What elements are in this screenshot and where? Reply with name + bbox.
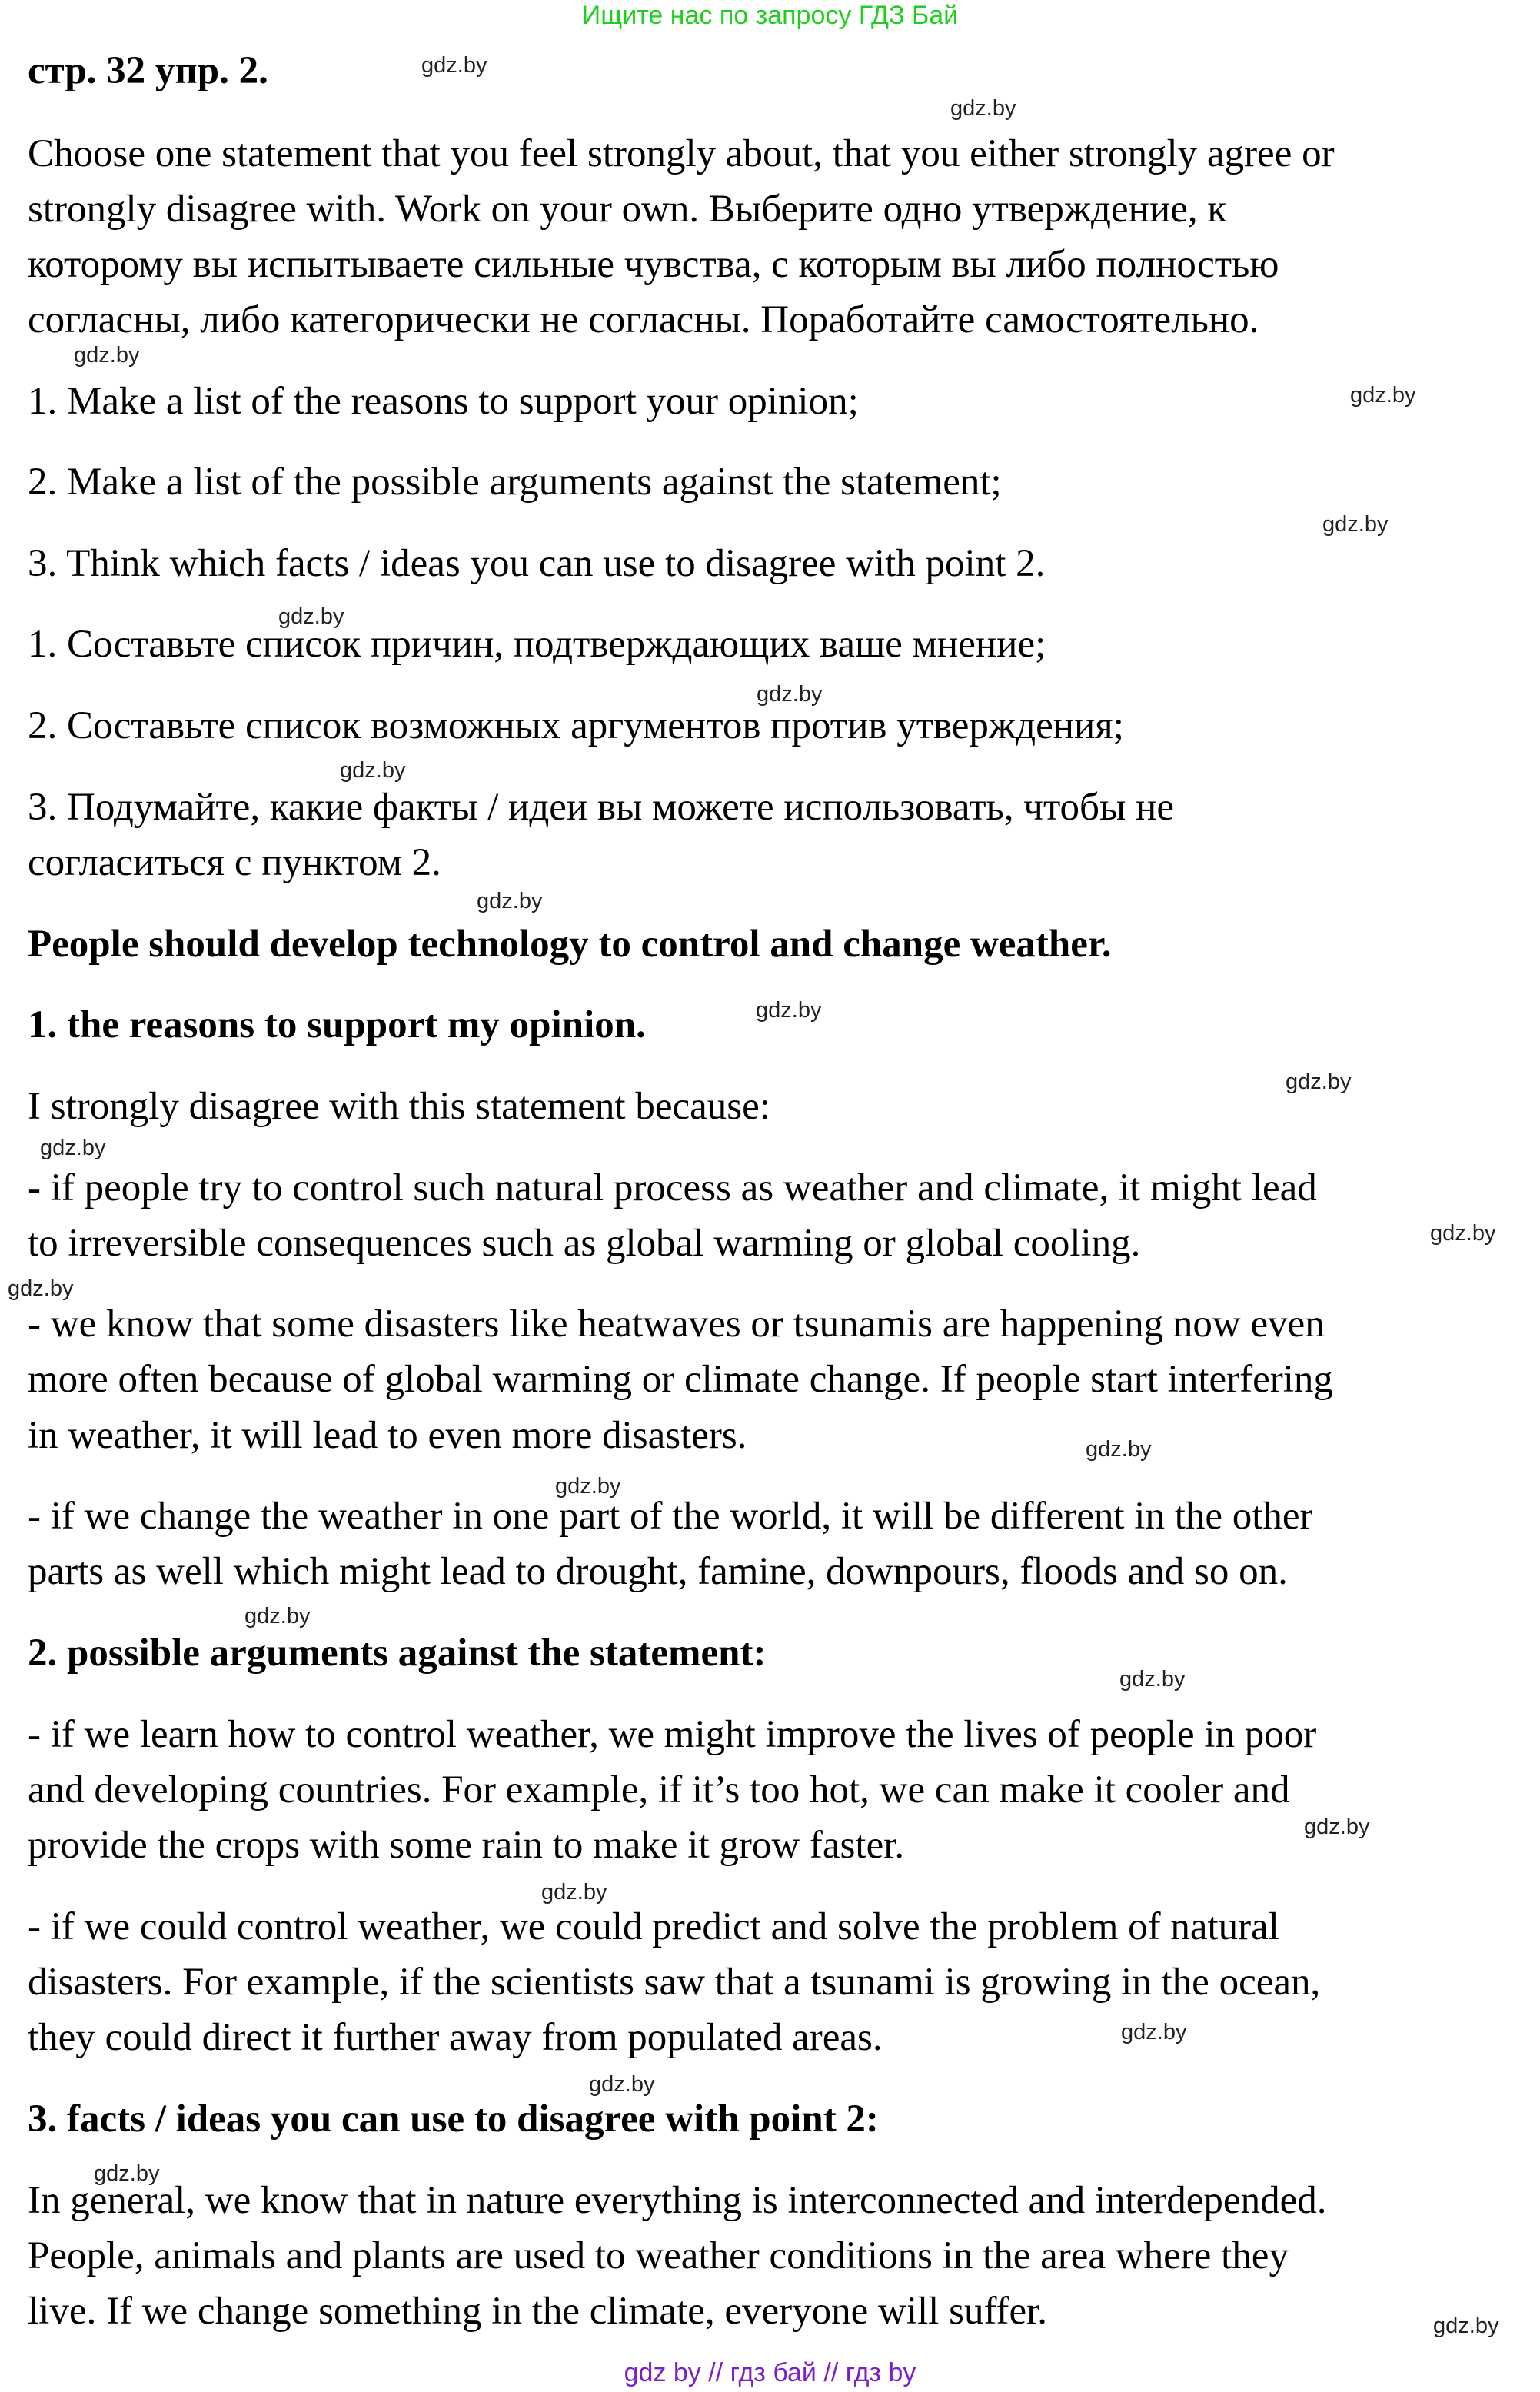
task-list-item: 2. Составьте список возможных аргументов против утверждения; xyxy=(28,704,1124,747)
watermark-text: gdz.by xyxy=(1430,1221,1496,1246)
watermark-text: gdz.by xyxy=(1286,1070,1352,1094)
watermark-text: gdz.by xyxy=(1121,2020,1187,2044)
answer-line: - if we learn how to control weather, we might improve the lives of people in poor xyxy=(28,1713,1317,1756)
statement-heading: People should develop technology to control and change weather. xyxy=(28,923,1112,966)
section-heading: 1. the reasons to support my opinion. xyxy=(28,1003,646,1046)
watermark-text: gdz.by xyxy=(94,2161,160,2186)
answer-line: People, animals and plants are used to weather conditions in the area where they xyxy=(28,2234,1289,2277)
watermark-text: gdz.by xyxy=(1433,2314,1499,2338)
answer-line: parts as well which might lead to drought, famine, downpours, floods and so on. xyxy=(28,1550,1288,1593)
answer-line: to irreversible consequences such as global warming or global cooling. xyxy=(28,1222,1141,1265)
answer-line: live. If we change something in the climate, everyone will suffer. xyxy=(28,2290,1048,2333)
watermark-text: gdz.by xyxy=(1322,512,1389,537)
watermark-text: gdz.by xyxy=(1086,1437,1152,1462)
watermark-text: gdz.by xyxy=(1350,383,1416,408)
watermark-text: gdz.by xyxy=(421,53,487,78)
task-list-item: 3. Подумайте, какие факты / идеи вы можете использовать, чтобы не xyxy=(28,786,1174,829)
watermark-text: gdz.by xyxy=(555,1474,621,1499)
watermark-text: gdz.by xyxy=(589,2072,655,2097)
task-text-line: Choose one statement that you feel strongly about, that you either strongly agree or xyxy=(28,132,1335,175)
task-text-line: согласны, либо категорически не согласны. Поработайте самостоятельно. xyxy=(28,298,1259,341)
answer-line: provide the crops with some rain to make it grow faster. xyxy=(28,1824,905,1867)
section-heading: 3. facts / ideas you can use to disagree with point 2: xyxy=(28,2098,879,2141)
task-list-item: 3. Think which facts / ideas you can use to disagree with point 2. xyxy=(28,542,1046,585)
watermark-text: gdz.by xyxy=(278,604,344,629)
watermark-text: gdz.by xyxy=(541,1880,607,1905)
answer-line: I strongly disagree with this statement because: xyxy=(28,1085,770,1128)
task-list-item: 1. Составьте список причин, подтверждающих ваше мнение; xyxy=(28,623,1046,666)
answer-line: - if we change the weather in one part of the world, it will be different in the other xyxy=(28,1495,1313,1538)
answer-line: in weather, it will lead to even more disasters. xyxy=(28,1414,747,1457)
watermark-text: gdz.by xyxy=(340,758,406,783)
bottom-banner-link[interactable]: gdz by // гдз бай // гдз by xyxy=(624,2358,916,2387)
watermark-text: gdz.by xyxy=(1304,1815,1370,1839)
watermark-text: gdz.by xyxy=(1119,1667,1186,1692)
watermark-text: gdz.by xyxy=(40,1136,106,1160)
answer-line: In general, we know that in nature everything is interconnected and interdepended. xyxy=(28,2179,1327,2222)
answer-line: - if people try to control such natural process as weather and climate, it might lead xyxy=(28,1166,1317,1209)
watermark-text: gdz.by xyxy=(477,889,543,913)
answer-line: more often because of global warming or climate change. If people start interfering xyxy=(28,1358,1333,1401)
page-header: стр. 32 упр. 2. xyxy=(28,49,268,92)
answer-line: - if we could control weather, we could predict and solve the problem of natural xyxy=(28,1905,1279,1948)
answer-line: they could direct it further away from populated areas. xyxy=(28,2016,883,2059)
answer-line: and developing countries. For example, if it’s too hot, we can make it cooler and xyxy=(28,1768,1290,1811)
watermark-text: gdz.by xyxy=(756,998,822,1023)
watermark-text: gdz.by xyxy=(757,682,823,707)
top-banner-link[interactable]: Ищите нас по запросу ГДЗ Бай xyxy=(581,1,959,30)
watermark-text: gdz.by xyxy=(244,1604,311,1628)
section-heading: 2. possible arguments against the statement: xyxy=(28,1632,767,1675)
task-list-item: согласиться с пунктом 2. xyxy=(28,841,441,884)
task-list-item: 1. Make a list of the reasons to support your opinion; xyxy=(28,380,859,423)
watermark-text: gdz.by xyxy=(74,343,140,368)
watermark-text: gdz.by xyxy=(950,96,1016,121)
task-text-line: которому вы испытываете сильные чувства, с которым вы либо полностью xyxy=(28,243,1279,286)
task-text-line: strongly disagree with. Work on your own. Выберите одно утверждение, к xyxy=(28,188,1227,231)
task-list-item: 2. Make a list of the possible arguments against the statement; xyxy=(28,461,1002,504)
watermark-text: gdz.by xyxy=(8,1276,74,1301)
answer-line: - we know that some disasters like heatwaves or tsunamis are happening now even xyxy=(28,1302,1325,1346)
answer-line: disasters. For example, if the scientists saw that a tsunami is growing in the ocean, xyxy=(28,1961,1321,2004)
